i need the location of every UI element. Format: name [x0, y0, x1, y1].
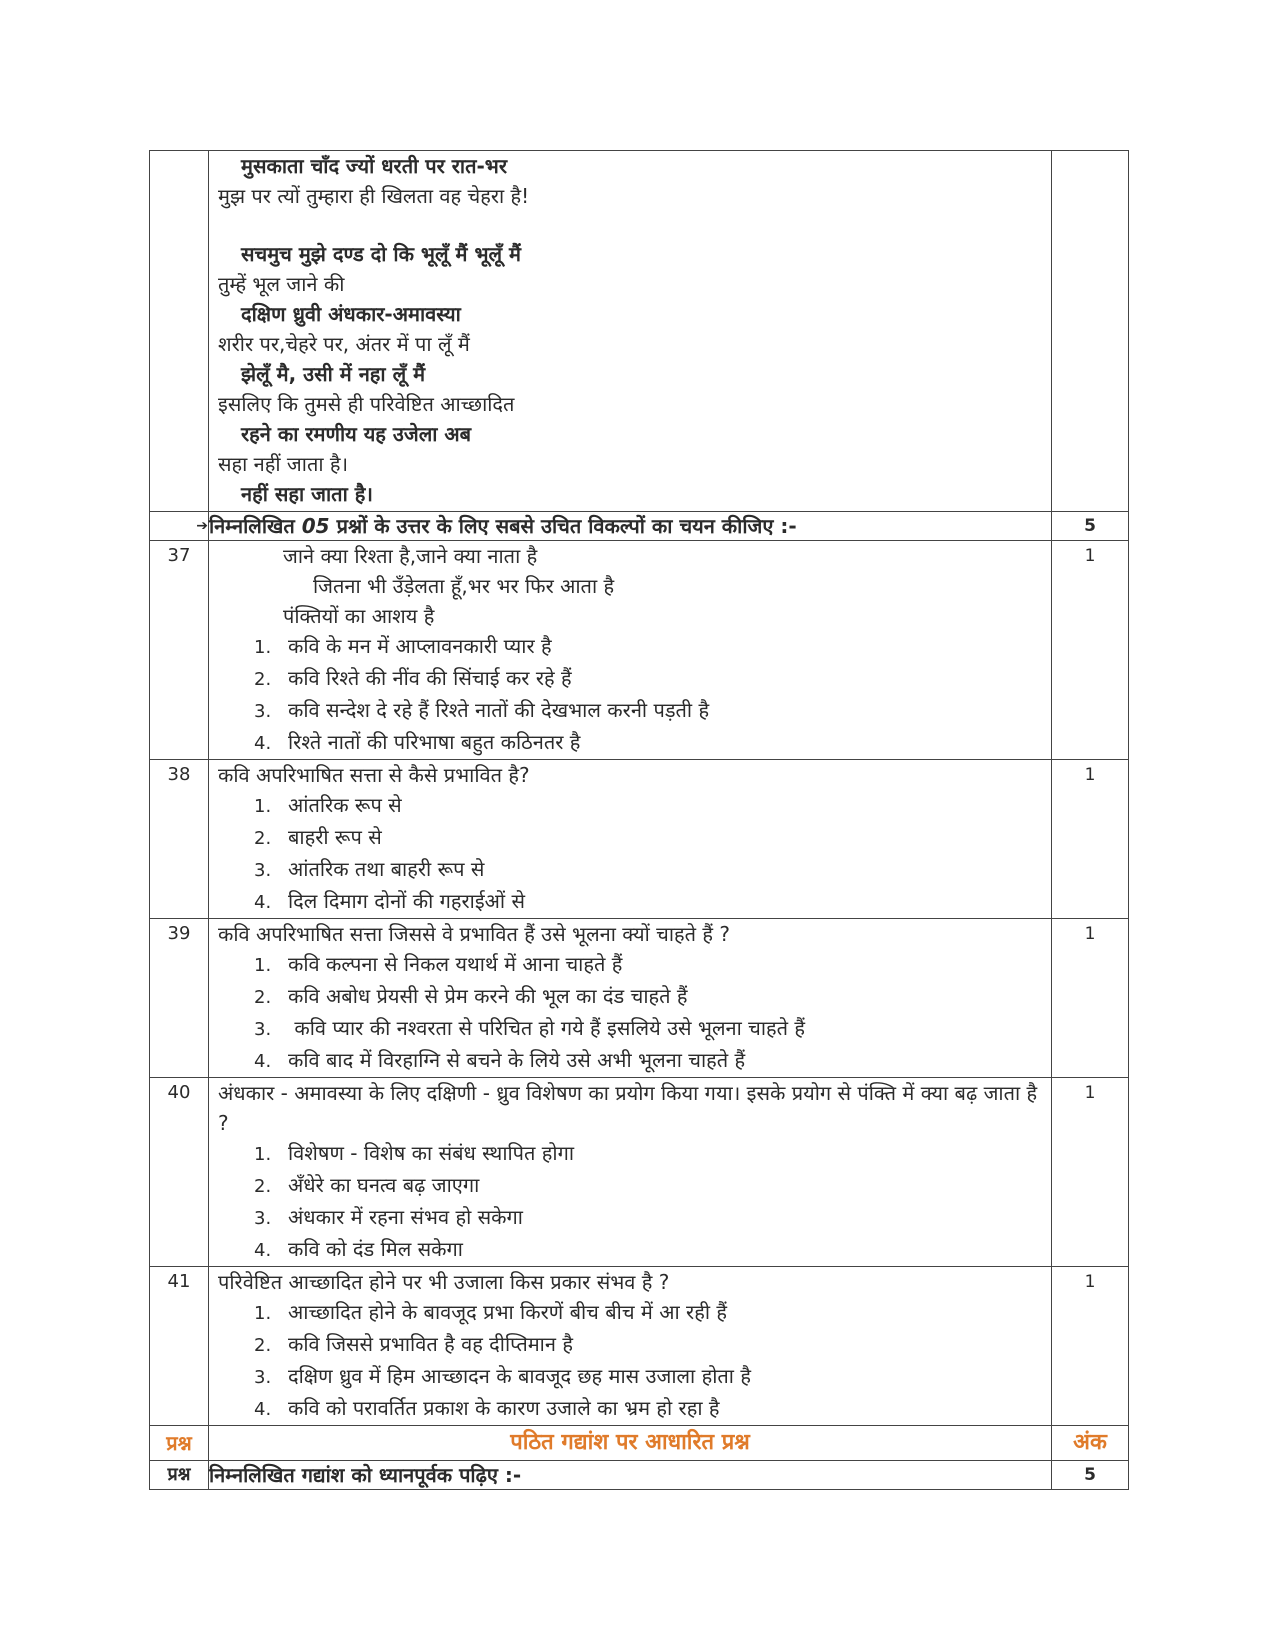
poem-line: इसलिए कि तुमसे ही परिवेष्टित आच्छादित [218, 392, 515, 416]
question-body [209, 1078, 1052, 1267]
option-item[interactable]: 3. दक्षिण ध्रुव में हिम आच्छादन के बावजूद छह मास उजाला होता है [254, 1364, 751, 1388]
option-item[interactable]: 3. अंधकार में रहना संभव हो सकेगा [254, 1205, 523, 1229]
quote-line: जितना भी उँड़ेलता हूँ,भर भर फिर आता है [313, 574, 615, 598]
bullet-arrow-icon: ➔ [196, 518, 208, 534]
option-item[interactable]: 1. आंतरिक रूप से [254, 793, 402, 817]
option-item[interactable]: 4. कवि बाद में विरहाग्नि से बचने के लिये उसे अभी भूलना चाहते हैं [254, 1048, 746, 1072]
option-item[interactable]: 2. कवि अबोध प्रेयसी से प्रेम करने की भूल का दंड चाहते हैं [254, 984, 688, 1008]
instruction-row [150, 512, 1129, 541]
question-body [209, 760, 1052, 919]
poem-line: मुझ पर त्यों तुम्हारा ही खिलता वह चेहरा है! [218, 184, 530, 208]
option-list [209, 631, 1051, 759]
question-number: 39 [150, 919, 209, 1078]
question-text: कवि अपरिभाषित सत्ता जिससे वे प्रभावित हैं उसे भूलना क्यों चाहते हैं ? [218, 922, 730, 946]
question-row-38 [150, 760, 1129, 919]
poem-line: मुसकाता चाँद ज्यों धरती पर रात-भर [241, 154, 508, 178]
passage-text: निम्नलिखित गद्यांश को ध्यानपूर्वक पढ़िए :- [209, 1461, 1052, 1490]
poem-line: सहा नहीं जाता है। [218, 452, 349, 476]
question-marks: 1 [1052, 919, 1129, 1078]
question-text: परिवेष्टित आच्छादित होने पर भी उजाला किस प्रकार संभव है ? [218, 1270, 670, 1294]
question-number: 37 [150, 541, 209, 760]
option-item[interactable]: 1. आच्छादित होने के बावजूद प्रभा किरणें बीच बीच में आ रही हैं [254, 1300, 727, 1324]
poem-line: सचमुच मुझे दण्ड दो कि भूलूँ मैं भूलूँ मैं [241, 242, 521, 266]
poem-cell [209, 151, 1052, 512]
question-body [209, 919, 1052, 1078]
option-item[interactable]: 1. कवि कल्पना से निकल यथार्थ में आना चाहते हैं [254, 952, 623, 976]
option-list [209, 1297, 1051, 1425]
poem-marks-cell [1052, 151, 1129, 512]
poem-line: दक्षिण ध्रुवी अंधकार-अमावस्या [241, 302, 461, 326]
instruction-num-cell [150, 512, 209, 541]
option-list [209, 949, 1051, 1077]
section-marks-label: अंक [1052, 1426, 1129, 1461]
passage-marks: 5 [1052, 1461, 1129, 1490]
question-marks: 1 [1052, 541, 1129, 760]
question-marks: 1 [1052, 1078, 1129, 1267]
poem-line: तुम्हें भूल जाने की [218, 272, 345, 296]
question-text: अंधकार - अमावस्या के लिए दक्षिणी - ध्रुव विशेषण का प्रयोग किया गया। इसके प्रयोग से पंक्ति में क्या बढ़ जाता है ? [218, 1081, 1038, 1135]
question-row-40 [150, 1078, 1129, 1267]
question-body [209, 541, 1052, 760]
option-item[interactable]: 4. कवि को दंड मिल सकेगा [254, 1237, 463, 1261]
question-number: 38 [150, 760, 209, 919]
question-row-37 [150, 541, 1129, 760]
question-number: 41 [150, 1267, 209, 1426]
option-item[interactable]: 2. कवि जिससे प्रभावित है वह दीप्तिमान है [254, 1332, 573, 1356]
poem-stanza-gap [209, 211, 1051, 239]
question-marks: 1 [1052, 760, 1129, 919]
section-title: पठित गद्यांश पर आधारित प्रश्न [209, 1426, 1052, 1461]
option-item[interactable]: 4. कवि को परावर्तित प्रकाश के कारण उजाले का भ्रम हो रहा है [254, 1396, 720, 1420]
poem-line: नहीं सहा जाता है। [241, 482, 373, 506]
option-list [209, 1138, 1051, 1266]
quote-line: जाने क्या रिश्ता है,जाने क्या नाता है [283, 544, 538, 568]
question-table [149, 150, 1129, 1490]
instruction-count: 05 [301, 514, 330, 538]
passage-q-label: प्रश्न [150, 1461, 209, 1490]
poem-row [150, 151, 1129, 512]
poem-line: रहने का रमणीय यह उजेला अब [241, 422, 472, 446]
question-number: 40 [150, 1078, 209, 1267]
question-text: कवि अपरिभाषित सत्ता से कैसे प्रभावित है? [218, 763, 530, 787]
section-header-row [150, 1426, 1129, 1461]
question-row-41 [150, 1267, 1129, 1426]
option-item[interactable]: 3. कवि सन्देश दे रहे हैं रिश्ते नातों की देखभाल करनी पड़ती है [254, 698, 710, 722]
option-item[interactable]: 2. बाहरी रूप से [254, 825, 382, 849]
poem-num-cell [150, 151, 209, 512]
question-text: पंक्तियों का आशय है [283, 604, 435, 628]
passage-row [150, 1461, 1129, 1490]
option-item[interactable]: 2. अँधेरे का घनत्व बढ़ जाएगा [254, 1173, 480, 1197]
instruction-text [209, 512, 1052, 541]
option-item[interactable]: 2. कवि रिश्ते की नींव की सिंचाई कर रहे हैं [254, 666, 572, 690]
option-list [209, 790, 1051, 918]
option-item[interactable]: 3. कवि प्यार की नश्वरता से परिचित हो गये हैं इसलिये उसे भूलना चाहते हैं [254, 1016, 806, 1040]
option-item[interactable]: 4. रिश्ते नातों की परिभाषा बहुत कठिनतर है [254, 730, 581, 754]
question-body [209, 1267, 1052, 1426]
instruction-prefix: निम्नलिखित [209, 514, 302, 538]
instruction-marks: 5 [1052, 512, 1129, 541]
option-item[interactable]: 1. कवि के मन में आप्लावनकारी प्यार है [254, 634, 552, 658]
poem-line: शरीर पर,चेहरे पर, अंतर में पा लूँ मैं [218, 332, 470, 356]
option-item[interactable]: 1. विशेषण - विशेष का संबंध स्थापित होगा [254, 1141, 575, 1165]
option-item[interactable]: 3. आंतरिक तथा बाहरी रूप से [254, 857, 485, 881]
poem-line: झेलूँ मै, उसी में नहा लूँ मैं [241, 362, 426, 386]
section-q-label: प्रश्न [150, 1426, 209, 1461]
question-marks: 1 [1052, 1267, 1129, 1426]
instruction-suffix: प्रश्नों के उत्तर के लिए सबसे उचित विकल्पों का चयन कीजिए :- [329, 514, 797, 538]
option-item[interactable]: 4. दिल दिमाग दोनों की गहराईओं से [254, 889, 525, 913]
question-row-39 [150, 919, 1129, 1078]
